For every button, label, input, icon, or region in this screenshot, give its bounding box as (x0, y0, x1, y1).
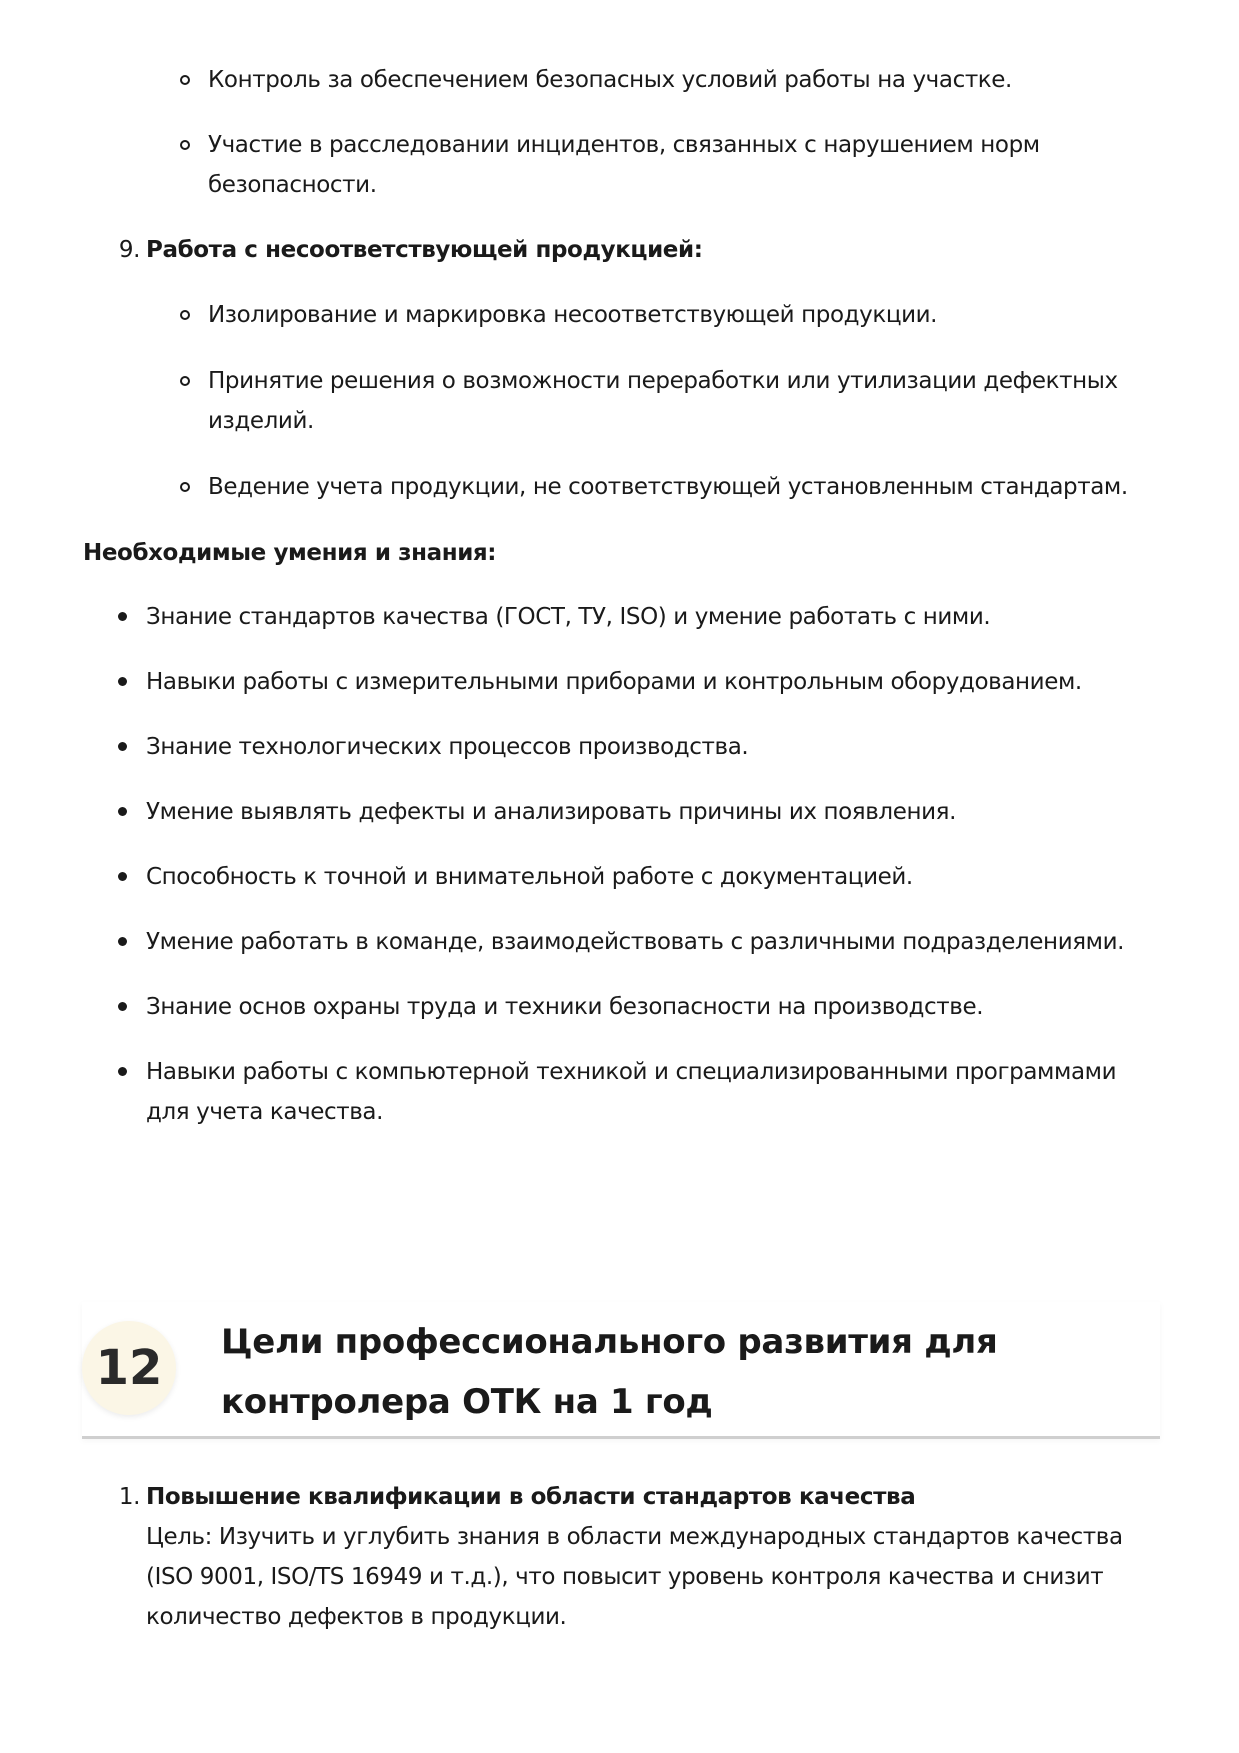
list-item-title: Работа с несоответствующей продукцией: (146, 237, 703, 263)
goal-title: Повышение квалификации в области стандартов качества (146, 1484, 916, 1510)
list-number: 1. (118, 1484, 140, 1510)
skill-item: Знание технологических процессов производства. (146, 734, 749, 760)
list-item: Ведение учета продукции, не соответствующей установленным стандартам. (208, 474, 1128, 500)
list-number: 9. (118, 237, 140, 263)
circle-bullet (180, 75, 190, 85)
bullet (118, 1067, 127, 1076)
section-title: Цели профессионального развития для контролера ОТК на 1 год (221, 1322, 998, 1422)
skill-item: Способность к точной и внимательной работе с документацией. (146, 864, 913, 890)
bullet (118, 677, 127, 686)
section-number-badge: 12 (82, 1321, 176, 1415)
skills-heading: Необходимые умения и знания: (83, 540, 497, 566)
list-item: Участие в расследовании инцидентов, связанных с нарушением норм безопасности. (208, 132, 1040, 198)
skill-item: Умение работать в команде, взаимодействовать с различными подразделениями. (146, 929, 1125, 955)
skill-item: Навыки работы с измерительными приборами и контрольным оборудованием. (146, 669, 1082, 695)
list-item: Контроль за обеспечением безопасных условий работы на участке. (208, 67, 1012, 93)
list-item: Изолирование и маркировка несоответствующей продукции. (208, 302, 938, 328)
bullet (118, 612, 127, 621)
bullet (118, 807, 127, 816)
bullet (118, 1002, 127, 1011)
skill-item: Навыки работы с компьютерной техникой и специализированными программами для учета качества. (146, 1059, 1117, 1125)
skill-item: Знание основ охраны труда и техники безопасности на производстве. (146, 994, 984, 1020)
list-item: Принятие решения о возможности переработки или утилизации дефектных изделий. (208, 368, 1118, 434)
circle-bullet (180, 310, 190, 320)
skill-item: Умение выявлять дефекты и анализировать причины их появления. (146, 799, 956, 825)
bullet (118, 872, 127, 881)
circle-bullet (180, 482, 190, 492)
skill-item: Знание стандартов качества (ГОСТ, ТУ, ISO) и умение работать с ними. (146, 604, 991, 630)
goal-text: Цель: Изучить и углубить знания в области международных стандартов качества (ISO 9001, ISO/TS 16949 и т.д.), что повысит уровень контроля качества и снизит количество дефектов в продукции. (146, 1524, 1123, 1630)
bullet (118, 742, 127, 751)
bullet (118, 937, 127, 946)
circle-bullet (180, 140, 190, 150)
circle-bullet (180, 376, 190, 386)
